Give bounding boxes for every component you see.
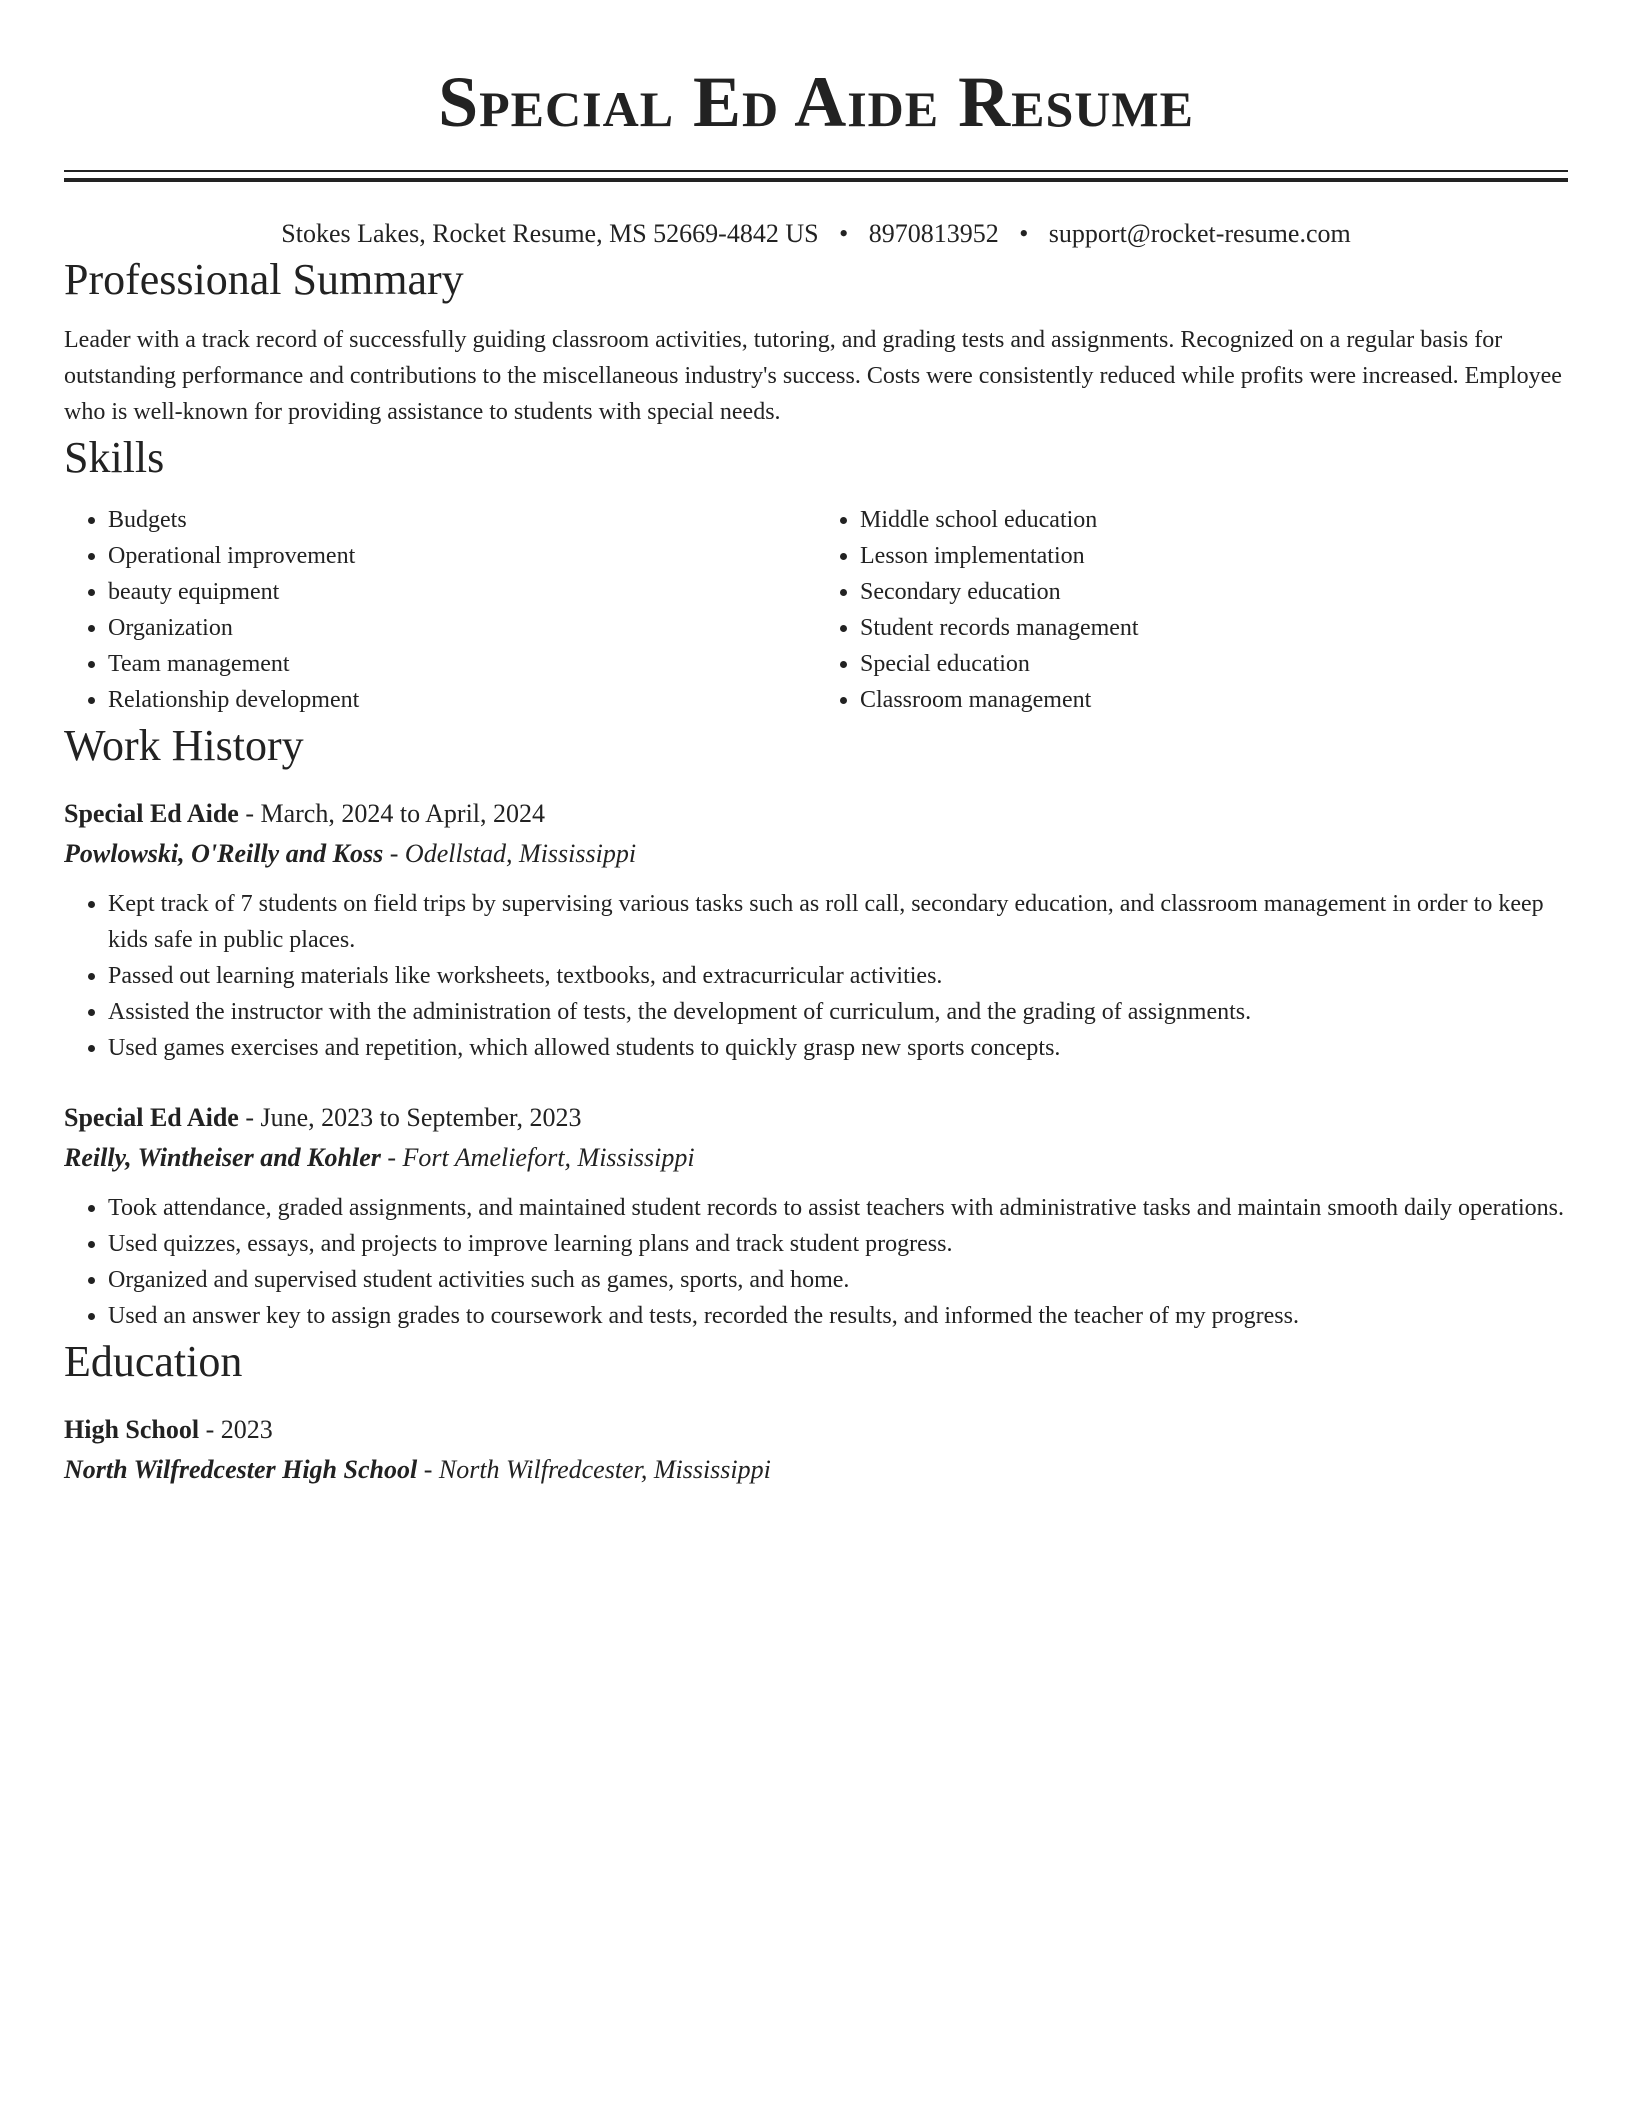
skills-column-left [64, 502, 816, 718]
skill-item: • Relationship development [108, 682, 816, 718]
skills-list [64, 502, 1568, 718]
education-degree-line [64, 1410, 1568, 1450]
job-title: Special Ed Aide [64, 1103, 239, 1132]
education-heading: Education [64, 1337, 243, 1386]
job-bullets [64, 886, 1568, 1066]
skills-column-right [816, 502, 1568, 718]
skills-heading: Skills [64, 433, 165, 482]
skill-item: • Lesson implementation [860, 538, 1568, 574]
job-bullet: • Kept track of 7 students on field trips by supervising various tasks such as roll call, secondary education, and classroom management in order to keep kids safe in public places. [108, 886, 1568, 958]
resume-title: Special Ed Aide Resume [438, 62, 1194, 142]
job-bullets [64, 1190, 1568, 1334]
job-company-line [64, 1138, 1568, 1178]
job-dates: - March, 2024 to April, 2024 [238, 799, 546, 828]
work-history-heading: Work History [64, 721, 304, 770]
job-bullet: • Used an answer key to assign grades to coursework and tests, recorded the results, and informed the teacher of my progress. [108, 1298, 1568, 1334]
skill-item: • Classroom management [860, 682, 1568, 718]
skill-item: • Team management [108, 646, 816, 682]
education-entry [64, 1410, 1568, 1490]
job-bullet: • Organized and supervised student activities such as games, sports, and home. [108, 1262, 1568, 1298]
summary-text: Leader with a track record of successfully guiding classroom activities, tutoring, and grading tests and assignments. Recognized on a regular basis for outstanding performance and contributions to the miscellaneous industry's success. Costs were consistently reduced while profits were increased. Employee who is well-known for providing assistance to students with special needs. [64, 327, 1562, 425]
education-year: - 2023 [199, 1415, 273, 1444]
job-bullet: • Passed out learning materials like worksheets, textbooks, and extracurricular activities. [108, 958, 1568, 994]
job-dates: - June, 2023 to September, 2023 [238, 1103, 582, 1132]
education-school: North Wilfredcester High School [64, 1455, 418, 1484]
contact-phone: 8970813952 [868, 219, 999, 248]
skill-item: • Secondary education [860, 574, 1568, 610]
job-bullet: • Used quizzes, essays, and projects to improve learning plans and track student progress. [108, 1226, 1568, 1262]
contact-email: support@rocket-resume.com [1048, 219, 1351, 248]
job-entry [64, 1098, 1568, 1334]
contact-separator: • [1019, 219, 1029, 248]
job-company: Reilly, Wintheiser and Kohler [64, 1143, 381, 1172]
contact-line [64, 216, 1568, 252]
skill-item: • Operational improvement [108, 538, 816, 574]
job-title-line [64, 1098, 1568, 1138]
skill-item: • beauty equipment [108, 574, 816, 610]
education-degree: High School [64, 1415, 200, 1444]
job-bullet: • Took attendance, graded assignments, and maintained student records to assist teachers with administrative tasks and maintain smooth daily operations. [108, 1190, 1568, 1226]
contact-separator: • [839, 219, 849, 248]
summary-heading: Professional Summary [64, 255, 464, 304]
title-divider [64, 170, 1568, 182]
skill-item: • Student records management [860, 610, 1568, 646]
job-bullet: • Assisted the instructor with the administration of tests, the development of curriculum, and the grading of assignments. [108, 994, 1568, 1030]
job-title-line [64, 794, 1568, 834]
skill-item: • Budgets [108, 502, 816, 538]
job-location: - Fort Ameliefort, Mississippi [380, 1143, 695, 1172]
job-title: Special Ed Aide [64, 799, 239, 828]
skill-item: • Special education [860, 646, 1568, 682]
skill-item: • Middle school education [860, 502, 1568, 538]
job-company: Powlowski, O'Reilly and Koss [64, 839, 384, 868]
job-location: - Odellstad, Mississippi [383, 839, 637, 868]
education-school-line [64, 1450, 1568, 1490]
contact-address: Stokes Lakes, Rocket Resume, MS 52669-4842 US [281, 219, 819, 248]
education-location: - North Wilfredcester, Mississippi [417, 1455, 771, 1484]
skill-item: • Organization [108, 610, 816, 646]
job-bullet: • Used games exercises and repetition, which allowed students to quickly grasp new sports concepts. [108, 1030, 1568, 1066]
job-company-line [64, 834, 1568, 874]
job-entry [64, 794, 1568, 1066]
